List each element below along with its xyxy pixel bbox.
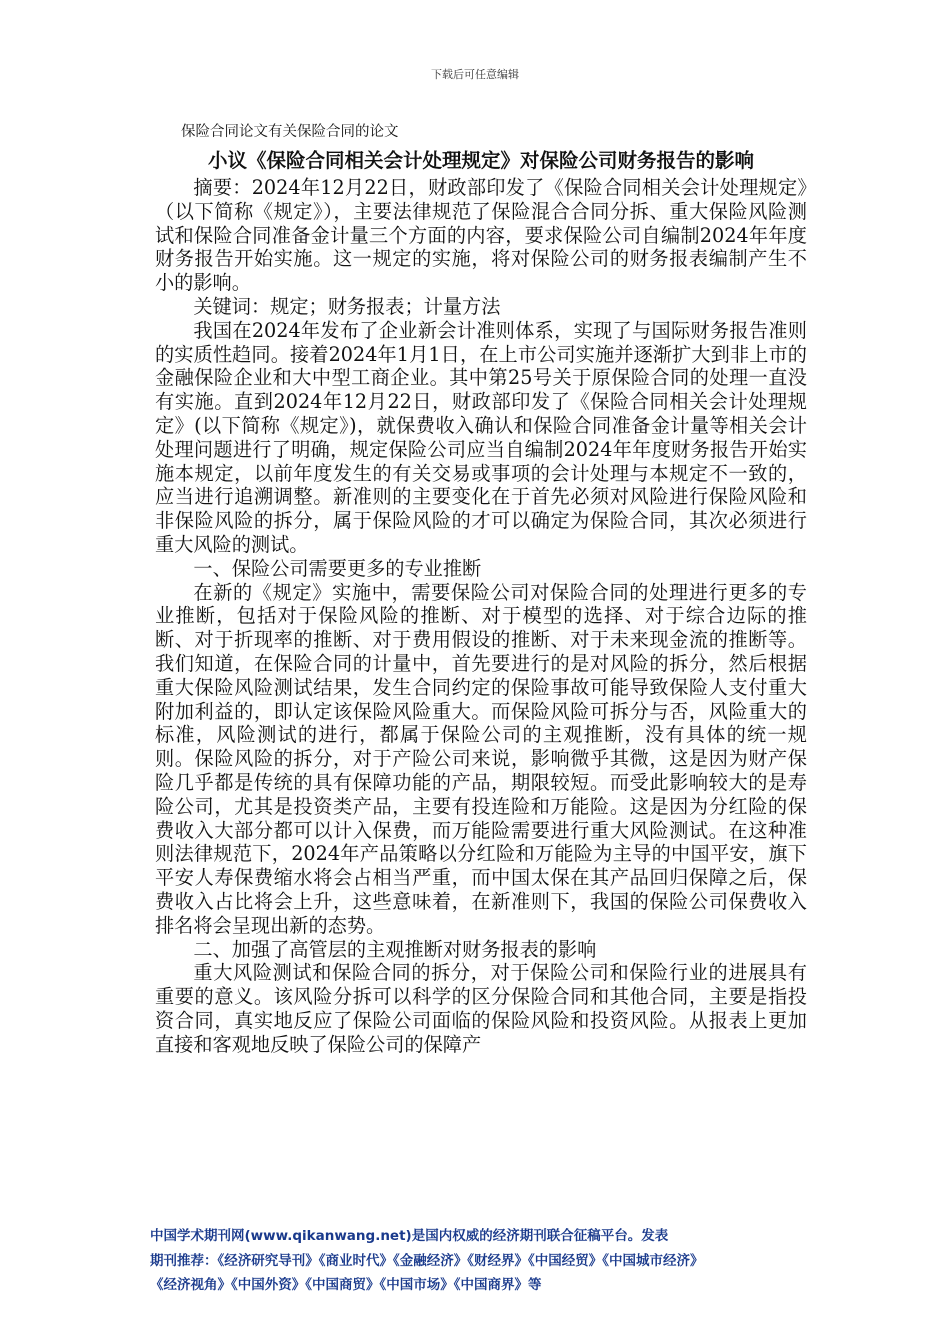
footer-line-3: 《经济视角》《中国外资》《中国商贸》《中国市场》《中国商界》等 <box>150 1277 542 1293</box>
abstract-paragraph: 摘要：2024年12月22日，财政部印发了《保险合同相关会计处理规定》（以下简称《规定》），主要法律规范了保险混合合同分拆、重大保险风险测试和保险合同准备金计量三个方面的内容，要求保险公司自编制2024年年度财务报告开始实施。这一规定的实施，将对保险公司的财务报表编制产生不小的影响。 <box>155 176 807 295</box>
footer-line-1: 中国学术期刊网(www.qikanwang.net)是国内权威的经济期刊联合征稿平台。发表 <box>150 1228 669 1244</box>
section-heading-2: 二、加强了高管层的主观推断对财务报表的影响 <box>193 937 597 961</box>
header-note: 下载后可任意编辑 <box>431 68 519 81</box>
document-body <box>155 122 807 1056</box>
footer-ad <box>150 1224 810 1298</box>
section-1-paragraph: 在新的《规定》实施中，需要保险公司对保险合同的处理进行更多的专业推断，包括对于保险风险的推断、对于模型的选择、对于综合边际的推断、对于折现率的推断、对于费用假设的推断、对于未来现金流的推断等。我们知道，在保险合同的计量中，首先要进行的是对风险的拆分，然后根据重大保险风险测试结果，发生合同约定的保险事故可能导致保险人支付重大附加利益的，即认定该保险风险重大。而保险风险可拆分与否，风险重大的标准，风险测试的进行，都属于保险公司的主观推断，没有具体的统一规则。保险风险的拆分，对于产险公司来说，影响微乎其微，这是因为财产保险几乎都是传统的具有保障功能的产品，期限较短。而受此影响较大的是寿险公司，尤其是投资类产品，主要有投连险和万能险。这是因为分红险的保费收入大部分都可以计入保费，而万能险需要进行重大风险测试。在这种准则法律规范下，2024年产品策略以分红险和万能险为主导的中国平安，旗下平安人寿保费缩水将会占相当严重，而中国太保在其产品回归保障之后，保费收入占比将会上升，这些意味着，在新准则下，我国的保险公司保费收入排名将会呈现出新的态势。 <box>155 580 807 937</box>
intro-paragraph: 我国在2024年发布了企业新会计准则体系，实现了与国际财务报告准则的实质性趋同。接着2024年1月1日，在上市公司实施并逐渐扩大到非上市的金融保险企业和大中型工商企业。其中第25号关于原保险合同的处理一直没有实施。直到2024年12月22日，财政部印发了《保险合同相关会计处理规定》(以下简称《规定》)，就保费收入确认和保险合同准备金计量等相关会计处理问题进行了明确，规定保险公司应当自编制2024年年度财务报告开始实施本规定，以前年度发生的有关交易或事项的会计处理与本规定不一致的，应当进行追溯调整。新准则的主要变化在于首先必须对风险进行保险风险和非保险风险的拆分，属于保险风险的才可以确定为保险合同，其次必须进行重大风险的测试。 <box>155 318 807 556</box>
document-subtitle: 保险合同论文有关保险合同的论文 <box>181 124 399 140</box>
section-heading-1: 一、保险公司需要更多的专业推断 <box>193 556 482 580</box>
keywords-paragraph: 关键词：规定；财务报表；计量方法 <box>193 294 501 318</box>
footer-line-2: 期刊推荐：《经济研究导刊》《商业时代》《金融经济》《财经界》《中国经贸》《中国城市经济》 <box>150 1252 704 1269</box>
section-2-paragraph: 重大风险测试和保险合同的拆分，对于保险公司和保险行业的进展具有重要的意义。该风险分拆可以科学的区分保险合同和其他合同，主要是指投资合同，真实地反应了保险公司面临的保险风险和投资风险。从报表上更加直接和客观地反映了保险公司的保障产 <box>155 961 807 1056</box>
document-title: 小议《保险合同相关会计处理规定》对保险公司财务报告的影响 <box>207 149 754 172</box>
